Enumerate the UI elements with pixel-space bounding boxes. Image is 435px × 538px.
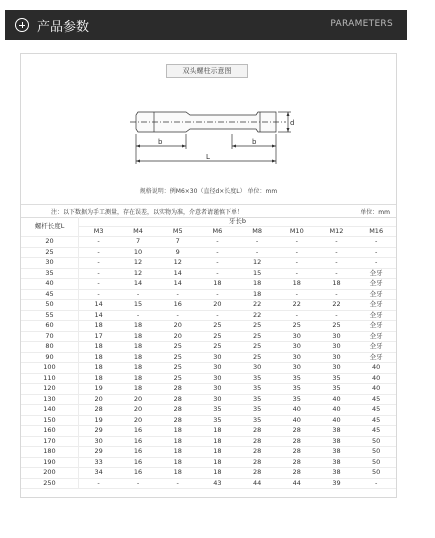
table-cell: -: [356, 258, 396, 269]
table-cell: 18: [118, 373, 158, 384]
table-row: [21, 279, 396, 290]
label-diameter: d: [290, 119, 295, 127]
row-length-cell: 55: [21, 310, 79, 321]
table-cell: 18: [198, 279, 238, 290]
column-header: M8: [237, 227, 277, 237]
table-row: [21, 352, 396, 363]
table-cell: 18: [79, 321, 119, 332]
row-length-cell: 170: [21, 436, 79, 447]
row-length-cell: 180: [21, 447, 79, 458]
table-cell: 33: [79, 457, 119, 468]
table-cell: 22: [317, 300, 357, 311]
table-cell: 12: [237, 258, 277, 269]
table-cell: 10: [118, 247, 158, 258]
table-cell: 全牙: [356, 310, 396, 321]
table-cell: 35: [237, 384, 277, 395]
table-row: [21, 268, 396, 279]
table-cell: -: [79, 258, 119, 269]
table-cell: 34: [79, 468, 119, 479]
table-cell: 35: [317, 384, 357, 395]
row-length-cell: 20: [21, 237, 79, 248]
table-cell: 18: [118, 321, 158, 332]
row-length-cell: 110: [21, 373, 79, 384]
table-row: [21, 384, 396, 395]
table-cell: 19: [79, 384, 119, 395]
table-cell: 28: [237, 426, 277, 437]
table-cell: 50: [356, 457, 396, 468]
row-length-cell: 250: [21, 478, 79, 489]
row-length-cell: 140: [21, 405, 79, 416]
table-row: [21, 415, 396, 426]
table-cell: 25: [158, 363, 198, 374]
table-cell: -: [317, 247, 357, 258]
table-cell: 28: [158, 415, 198, 426]
row-length-cell: 100: [21, 363, 79, 374]
table-row: [21, 363, 396, 374]
table-cell: 25: [158, 373, 198, 384]
column-header: M12: [317, 227, 357, 237]
table-cell: 29: [79, 426, 119, 437]
table-cell: 28: [277, 436, 317, 447]
table-cell: -: [277, 258, 317, 269]
stud-bolt-diagram: [126, 94, 296, 179]
section-title: 产品参数: [37, 20, 90, 35]
table-cell: -: [198, 258, 238, 269]
table-cell: 18: [118, 342, 158, 353]
table-row: [21, 405, 396, 416]
table-cell: 30: [277, 363, 317, 374]
table-cell: 14: [118, 279, 158, 290]
table-cell: 50: [356, 468, 396, 479]
table-cell: 45: [356, 394, 396, 405]
label-length: L: [206, 153, 210, 161]
table-cell: -: [317, 268, 357, 279]
table-cell: -: [277, 310, 317, 321]
table-row: [21, 310, 396, 321]
table-cell: 12: [118, 268, 158, 279]
table-row: [21, 321, 396, 332]
table-cell: 20: [118, 394, 158, 405]
table-cell: 18: [158, 447, 198, 458]
table-cell: -: [79, 279, 119, 290]
table-cell: -: [317, 289, 357, 300]
table-cell: 16: [118, 426, 158, 437]
table-cell: -: [237, 237, 277, 248]
table-row: [21, 237, 396, 248]
table-cell: -: [277, 237, 317, 248]
table-cell: -: [237, 247, 277, 258]
table-cell: -: [79, 247, 119, 258]
table-cell: 28: [277, 426, 317, 437]
table-cell: 25: [158, 342, 198, 353]
table-cell: 14: [158, 268, 198, 279]
table-cell: 12: [158, 258, 198, 269]
table-cell: 30: [317, 352, 357, 363]
table-cell: 18: [198, 457, 238, 468]
table-cell: 30: [317, 342, 357, 353]
row-length-cell: 50: [21, 300, 79, 311]
table-cell: -: [198, 268, 238, 279]
table-cell: 30: [277, 352, 317, 363]
table-cell: 30: [237, 363, 277, 374]
table-cell: 28: [158, 394, 198, 405]
table-cell: 18: [158, 436, 198, 447]
column-header: M4: [118, 227, 158, 237]
table-cell: 30: [277, 342, 317, 353]
table-cell: -: [79, 289, 119, 300]
table-cell: 18: [118, 331, 158, 342]
table-cell: 29: [79, 447, 119, 458]
table-cell: 40: [277, 405, 317, 416]
table-cell: -: [198, 289, 238, 300]
table-cell: 25: [237, 331, 277, 342]
table-cell: 15: [237, 268, 277, 279]
plus-circle-icon: [15, 18, 29, 32]
table-cell: 28: [79, 405, 119, 416]
table-cell: 40: [317, 405, 357, 416]
table-row: [21, 247, 396, 258]
table-cell: 35: [237, 394, 277, 405]
table-cell: 7: [118, 237, 158, 248]
table-cell: 18: [317, 279, 357, 290]
table-cell: 18: [277, 279, 317, 290]
table-cell: 35: [237, 405, 277, 416]
table-cell: 18: [237, 279, 277, 290]
table-cell: 35: [198, 405, 238, 416]
table-cell: 28: [237, 447, 277, 458]
row-length-cell: 45: [21, 289, 79, 300]
table-cell: -: [118, 289, 158, 300]
table-cell: -: [118, 478, 158, 489]
table-cell: 16: [118, 447, 158, 458]
table-cell: -: [158, 310, 198, 321]
table-cell: 38: [317, 457, 357, 468]
table-cell: -: [277, 268, 317, 279]
column-header: M16: [356, 227, 396, 237]
table-cell: 16: [158, 300, 198, 311]
table-cell: 16: [118, 468, 158, 479]
table-cell: 18: [198, 447, 238, 458]
table-cell: 7: [158, 237, 198, 248]
row-header: 螺杆长度L: [21, 217, 79, 237]
table-cell: 20: [158, 331, 198, 342]
table-header-row-1: [21, 217, 396, 227]
table-cell: 35: [198, 415, 238, 426]
table-cell: 35: [277, 394, 317, 405]
table-cell: 20: [198, 300, 238, 311]
row-length-cell: 160: [21, 426, 79, 437]
table-cell: 45: [356, 405, 396, 416]
table-cell: 40: [356, 384, 396, 395]
table-cell: 30: [198, 363, 238, 374]
table-cell: 25: [198, 331, 238, 342]
table-cell: 28: [237, 436, 277, 447]
table-cell: 25: [237, 321, 277, 332]
table-cell: 28: [277, 447, 317, 458]
table-cell: 30: [277, 331, 317, 342]
table-cell: 30: [79, 436, 119, 447]
table-cell: 18: [118, 352, 158, 363]
column-header: M10: [277, 227, 317, 237]
row-length-cell: 200: [21, 468, 79, 479]
section-header: [5, 10, 407, 40]
table-cell: 25: [158, 352, 198, 363]
table-cell: 18: [158, 457, 198, 468]
table-cell: -: [198, 237, 238, 248]
section-subtitle: PARAMETERS: [330, 19, 393, 29]
table-cell: 50: [356, 447, 396, 458]
row-length-cell: 90: [21, 352, 79, 363]
row-length-cell: 30: [21, 258, 79, 269]
table-cell: -: [356, 478, 396, 489]
table-cell: 全牙: [356, 321, 396, 332]
table-cell: 15: [118, 300, 158, 311]
table-cell: -: [198, 247, 238, 258]
table-row: [21, 394, 396, 405]
row-length-cell: 130: [21, 394, 79, 405]
table-cell: -: [317, 237, 357, 248]
table-cell: 28: [277, 457, 317, 468]
table-cell: 40: [356, 363, 396, 374]
table-cell: 35: [277, 384, 317, 395]
table-cell: 40: [317, 415, 357, 426]
table-cell: 44: [277, 478, 317, 489]
row-length-cell: 35: [21, 268, 79, 279]
table-cell: 30: [198, 384, 238, 395]
table-cell: 40: [356, 373, 396, 384]
table-cell: 18: [118, 384, 158, 395]
table-cell: 43: [198, 478, 238, 489]
row-length-cell: 80: [21, 342, 79, 353]
table-cell: -: [79, 268, 119, 279]
table-row: [21, 457, 396, 468]
table-cell: 14: [79, 310, 119, 321]
table-cell: 14: [79, 300, 119, 311]
table-row: [21, 342, 396, 353]
table-cell: 22: [277, 300, 317, 311]
spec-card: [20, 53, 397, 498]
table-cell: 28: [277, 468, 317, 479]
table-cell: 全牙: [356, 289, 396, 300]
table-cell: 35: [317, 373, 357, 384]
table-cell: -: [317, 310, 357, 321]
table-cell: -: [79, 478, 119, 489]
table-cell: 18: [79, 373, 119, 384]
table-cell: 18: [237, 289, 277, 300]
row-length-cell: 70: [21, 331, 79, 342]
table-cell: 17: [79, 331, 119, 342]
table-cell: 9: [158, 247, 198, 258]
table-cell: 35: [237, 373, 277, 384]
table-cell: 30: [198, 394, 238, 405]
table-row: [21, 289, 396, 300]
table-cell: 18: [79, 363, 119, 374]
table-row: [21, 426, 396, 437]
table-cell: -: [118, 310, 158, 321]
table-cell: -: [79, 237, 119, 248]
table-cell: -: [198, 310, 238, 321]
note-bar: [21, 204, 396, 218]
spec-description: 规格说明：例M6×30（直径d×长度L） 单位：mm: [139, 188, 278, 195]
table-row: [21, 447, 396, 458]
table-cell: 28: [158, 405, 198, 416]
table-cell: -: [317, 258, 357, 269]
label-b-right: b: [252, 138, 257, 146]
table-cell: 28: [237, 468, 277, 479]
table-cell: 25: [198, 342, 238, 353]
group-header: 牙长b: [79, 217, 397, 227]
table-cell: 22: [237, 300, 277, 311]
row-length-cell: 150: [21, 415, 79, 426]
table-row: [21, 300, 396, 311]
column-header: M6: [198, 227, 238, 237]
table-cell: 40: [317, 394, 357, 405]
table-cell: 18: [158, 426, 198, 437]
table-cell: 18: [79, 342, 119, 353]
diagram-title: 双头螺柱示意图: [166, 64, 248, 78]
table-cell: 20: [118, 405, 158, 416]
table-cell: 全牙: [356, 352, 396, 363]
table-cell: 18: [198, 426, 238, 437]
table-row: [21, 436, 396, 447]
table-row: [21, 373, 396, 384]
table-cell: 38: [317, 447, 357, 458]
table-cell: 25: [237, 352, 277, 363]
table-cell: -: [277, 289, 317, 300]
table-cell: 25: [317, 321, 357, 332]
row-length-cell: 60: [21, 321, 79, 332]
table-cell: 16: [118, 436, 158, 447]
table-cell: 44: [237, 478, 277, 489]
row-length-cell: 25: [21, 247, 79, 258]
label-b-left: b: [158, 138, 163, 146]
table-cell: 30: [317, 331, 357, 342]
table-row: [21, 468, 396, 479]
table-cell: 16: [118, 457, 158, 468]
table-cell: 18: [79, 352, 119, 363]
table-cell: 20: [158, 321, 198, 332]
row-length-cell: 120: [21, 384, 79, 395]
table-cell: 全牙: [356, 268, 396, 279]
table-cell: 28: [237, 457, 277, 468]
table-cell: 12: [118, 258, 158, 269]
table-cell: 18: [118, 363, 158, 374]
table-cell: -: [277, 247, 317, 258]
table-row: [21, 331, 396, 342]
table-cell: 18: [158, 468, 198, 479]
table-cell: 38: [317, 468, 357, 479]
table-cell: -: [356, 247, 396, 258]
table-cell: 30: [317, 363, 357, 374]
unit-label: 单位：mm: [360, 209, 390, 216]
table-cell: 18: [198, 468, 238, 479]
spec-table: [21, 217, 396, 489]
table-cell: 全牙: [356, 300, 396, 311]
table-cell: -: [158, 478, 198, 489]
table-cell: 22: [237, 310, 277, 321]
table-cell: 25: [277, 321, 317, 332]
table-cell: 25: [198, 321, 238, 332]
table-cell: 25: [237, 342, 277, 353]
table-cell: 45: [356, 415, 396, 426]
table-cell: 30: [198, 352, 238, 363]
table-cell: 50: [356, 436, 396, 447]
table-cell: 35: [237, 415, 277, 426]
table-cell: 39: [317, 478, 357, 489]
table-row: [21, 258, 396, 269]
table-cell: 38: [317, 426, 357, 437]
table-cell: 40: [277, 415, 317, 426]
table-cell: 19: [79, 415, 119, 426]
table-cell: -: [356, 237, 396, 248]
table-cell: 14: [158, 279, 198, 290]
table-cell: 全牙: [356, 279, 396, 290]
row-length-cell: 40: [21, 279, 79, 290]
table-cell: 20: [118, 415, 158, 426]
table-cell: -: [158, 289, 198, 300]
table-cell: 18: [198, 436, 238, 447]
table-cell: 30: [198, 373, 238, 384]
column-header: M5: [158, 227, 198, 237]
table-cell: 38: [317, 436, 357, 447]
table-cell: 45: [356, 426, 396, 437]
table-cell: 28: [158, 384, 198, 395]
note-text: 注：以下数据为手工测量，存在误差，以实物为准，介意者请谨慎下单！: [51, 209, 244, 216]
table-cell: 全牙: [356, 342, 396, 353]
row-length-cell: 190: [21, 457, 79, 468]
column-header: M3: [79, 227, 119, 237]
table-cell: 全牙: [356, 331, 396, 342]
table-row: [21, 478, 396, 489]
table-cell: 20: [79, 394, 119, 405]
table-cell: 35: [277, 373, 317, 384]
